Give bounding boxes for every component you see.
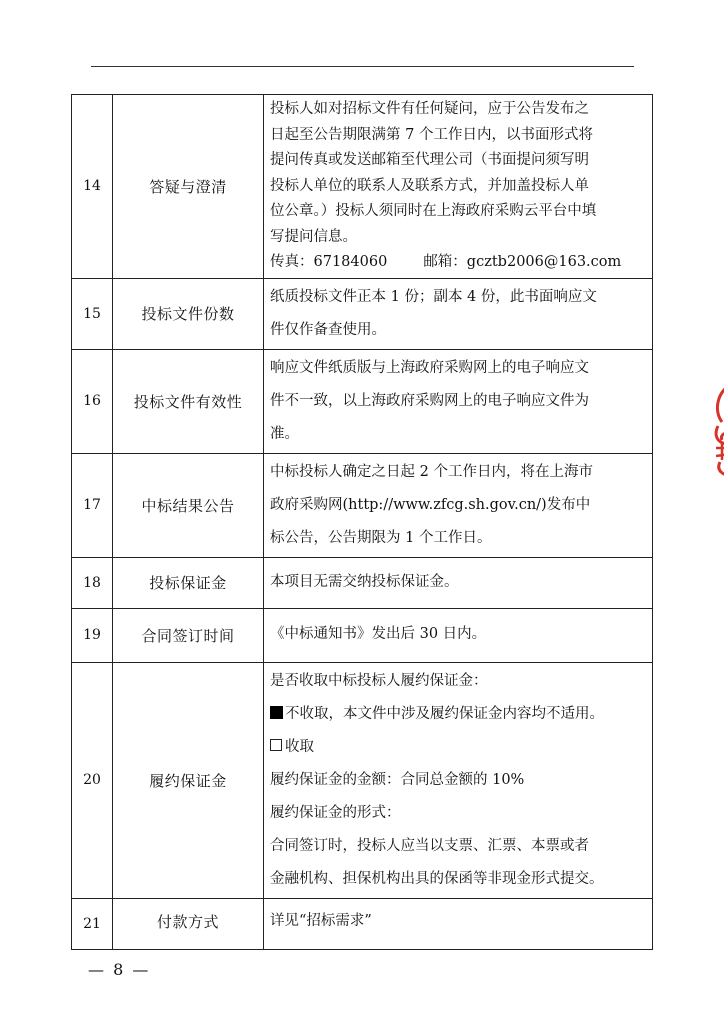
content-line: 位公章。）投标人须同时在上海政府采购云平台中填 [270,203,597,219]
row-item-title: 答疑与澄清 [113,95,264,279]
seal-stamp-fragment [712,382,724,478]
option-label: 收取 [285,738,314,755]
row-number: 18 [72,557,113,608]
unchecked-box-icon [270,739,282,751]
row-item-title: 合同签订时间 [113,608,264,662]
content-line: 日起至公告期限满第 7 个工作日内，以书面形式将 [270,126,593,143]
email-address: 邮箱：gcztb2006@163.com [423,254,622,270]
content-line: 中标投标人确定之日起 2 个工作日内，将在上海市 [270,463,593,480]
content-line: 件不一致，以上海政府采购网上的电子响应文件为 [270,392,589,409]
row-number: 15 [72,278,113,349]
row-item-title: 履约保证金 [113,662,264,898]
table-row [72,898,653,949]
row-item-title: 投标保证金 [113,557,264,608]
content-line: 政府采购网(http://www.zfcg.sh.gov.cn/)发布中 [270,496,591,513]
content-line: 投标人如对招标文件有任何疑问，应于公告发布之 [270,101,589,117]
table-row [72,662,653,898]
content-line: 响应文件纸质版与上海政府采购网上的电子响应文 [270,359,589,376]
content-line: 提问传真或发送邮箱至代理公司（书面提问须写明 [270,152,589,168]
content-line: 本项目无需交纳投标保证金。 [270,573,459,590]
row-content [264,898,653,949]
row-number: 21 [72,898,113,949]
option-not-collect [270,698,646,731]
row-number: 19 [72,608,113,662]
deposit-amount: 履约保证金的金额：合同总金额的 10% [270,771,525,788]
row-content [264,95,653,279]
checked-box-icon [270,706,283,719]
row-content [264,662,653,898]
deposit-question: 是否收取中标投标人履约保证金： [270,672,488,689]
header-rule [91,66,634,67]
content-line: 金融机构、担保机构出具的保函等非现金形式提交。 [270,870,604,887]
content-line: 详见“招标需求” [270,912,372,929]
row-content [264,557,653,608]
content-line: 合同签订时，投标人应当以支票、汇票、本票或者 [270,837,589,854]
row-content [264,453,653,557]
fax-number: 传真：67184060 [270,254,388,270]
table-row [72,453,653,557]
row-content [264,608,653,662]
row-number: 20 [72,662,113,898]
page-number: — 8 — [88,960,151,979]
row-item-title: 中标结果公告 [113,453,264,557]
row-content [264,278,653,349]
table-row [72,557,653,608]
option-label: 不收取，本文件中涉及履约保证金内容均不适用。 [285,705,604,722]
table-row [72,608,653,662]
contact-line [270,250,646,276]
row-content [264,349,653,453]
content-line: 标公告，公告期限为 1 个工作日。 [270,529,492,546]
content-line: 件仅作备查使用。 [270,321,386,338]
row-number: 16 [72,349,113,453]
content-line: 《中标通知书》发出后 30 日内。 [270,626,487,643]
content-line: 投标人单位的联系人及联系方式，并加盖投标人单 [270,177,589,194]
row-item-title: 付款方式 [113,898,264,949]
content-line: 纸质投标文件正本 1 份；副本 4 份，此书面响应文 [270,288,597,305]
content-line: 写提问信息。 [270,228,357,245]
table-row [72,95,653,279]
content-line: 准。 [270,425,299,442]
table-row [72,278,653,349]
row-item-title: 投标文件有效性 [113,349,264,453]
table-row [72,349,653,453]
row-number: 14 [72,95,113,279]
row-number: 17 [72,453,113,557]
spec-table [71,94,653,950]
deposit-form-label: 履约保证金的形式： [270,804,401,821]
row-item-title: 投标文件份数 [113,278,264,349]
option-collect [270,731,646,764]
